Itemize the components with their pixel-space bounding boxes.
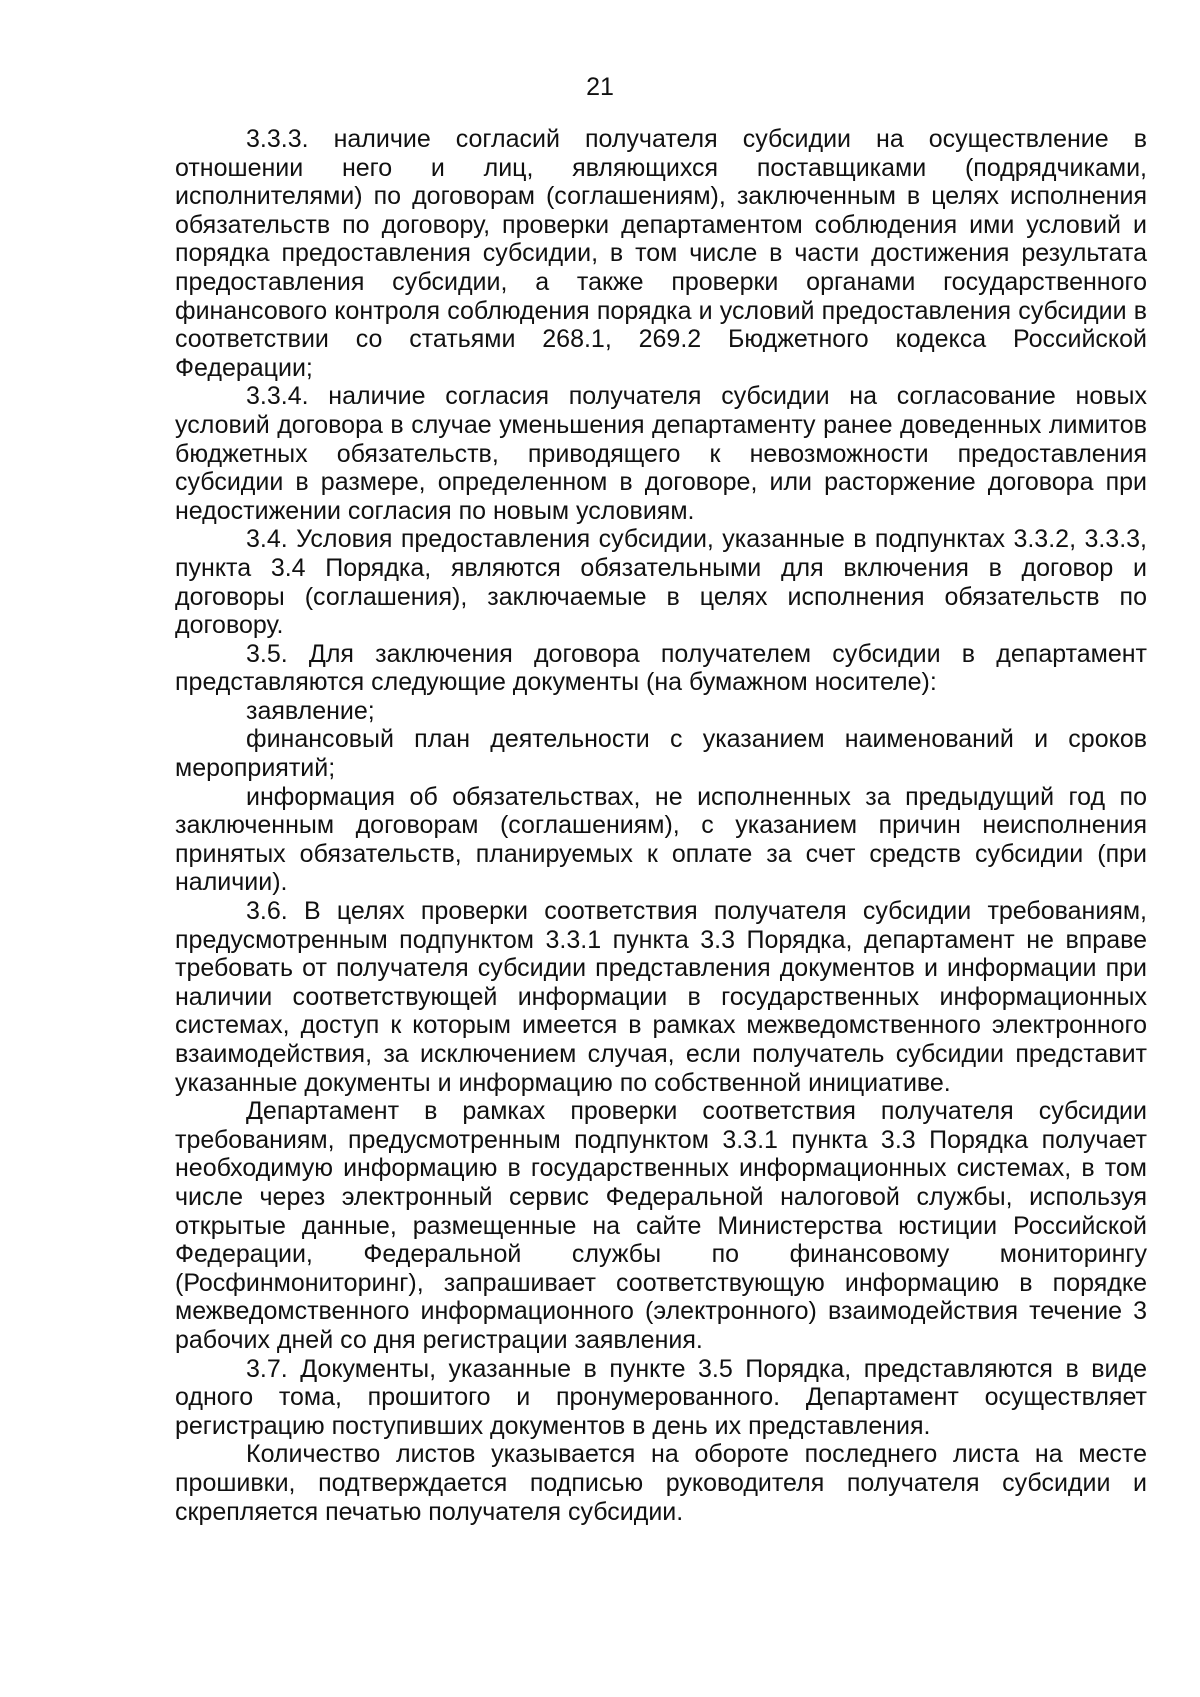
list-item-obligations-info: информация об обязательствах, не исполненных за предыдущий год по заключенным договорам (соглашениям), с указанием причин неисполнения принятых обязательств, планируемых к оплате за счет средств субсидии (при наличии). — [175, 782, 1147, 897]
paragraph-3-5: 3.5. Для заключения договора получателем субсидии в департамент представляются следующие документы (на бумажном носителе): — [175, 639, 1147, 697]
page-number: 21 — [586, 73, 614, 101]
paragraph-3-3-4: 3.3.4. наличие согласия получателя субсидии на согласование новых условий договора в случае уменьшения департаменту ранее доведенных лимитов бюджетных обязательств, приводящего к невозможности предоставления субсидии в размере, определенном в договоре, или расторжение договора при недостижении согласия по новым условиям. — [175, 382, 1147, 525]
paragraph-3-3-3: 3.3.3. наличие согласий получателя субсидии на осуществление в отношении него и лиц, являющихся поставщиками (подрядчиками, исполнителями) по договорам (соглашениям), заключенным в целях исполнения обязательств по договору, проверки департаментом соблюдения ими условий и порядка предоставления субсидии, в том числе в части достижения результата предоставления субсидии, а также проверки органами государственного финансового контроля соблюдения порядка и условий предоставления субсидии в соответствии со статьями 268.1, 269.2 Бюджетного кодекса Российской Федерации; — [175, 125, 1147, 382]
paragraph-3-4: 3.4. Условия предоставления субсидии, указанные в подпунктах 3.3.2, 3.3.3, пункта 3.4 Порядка, являются обязательными для включения в договор и договоры (соглашения), заключаемые в целях исполнения обязательств по договору. — [175, 525, 1147, 640]
document-body — [175, 125, 1147, 1526]
list-item-financial-plan: финансовый план деятельности с указанием наименований и сроков мероприятий; — [175, 725, 1147, 783]
paragraph-department-check: Департамент в рамках проверки соответствия получателя субсидии требованиям, предусмотренным подпунктом 3.3.1 пункта 3.3 Порядка получает необходимую информацию в государственных информационных системах, в том числе через электронный сервис Федеральной налоговой службы, используя открытые данные, размещенные на сайте Министерства юстиции Российской Федерации, Федеральной службы по финансовому мониторингу (Росфинмониторинг), запрашивает соответствующую информацию в порядке межведомственного информационного (электронного) взаимодействия течение 3 рабочих дней со дня регистрации заявления. — [175, 1097, 1147, 1354]
paragraph-sheet-count: Количество листов указывается на обороте последнего листа на месте прошивки, подтверждается подписью руководителя получателя субсидии и скрепляется печатью получателя субсидии. — [175, 1440, 1147, 1526]
paragraph-3-6: 3.6. В целях проверки соответствия получателя субсидии требованиям, предусмотренным подпунктом 3.3.1 пункта 3.3 Порядка, департамент не вправе требовать от получателя субсидии представления документов и информации при наличии соответствующей информации в государственных информационных системах, доступ к которым имеется в рамках межведомственного электронного взаимодействия, за исключением случая, если получатель субсидии представит указанные документы и информацию по собственной инициативе. — [175, 897, 1147, 1097]
paragraph-3-7: 3.7. Документы, указанные в пункте 3.5 Порядка, представляются в виде одного тома, прошитого и пронумерованного. Департамент осуществляет регистрацию поступивших документов в день их представления. — [175, 1354, 1147, 1440]
list-item-application: заявление; — [246, 696, 375, 725]
